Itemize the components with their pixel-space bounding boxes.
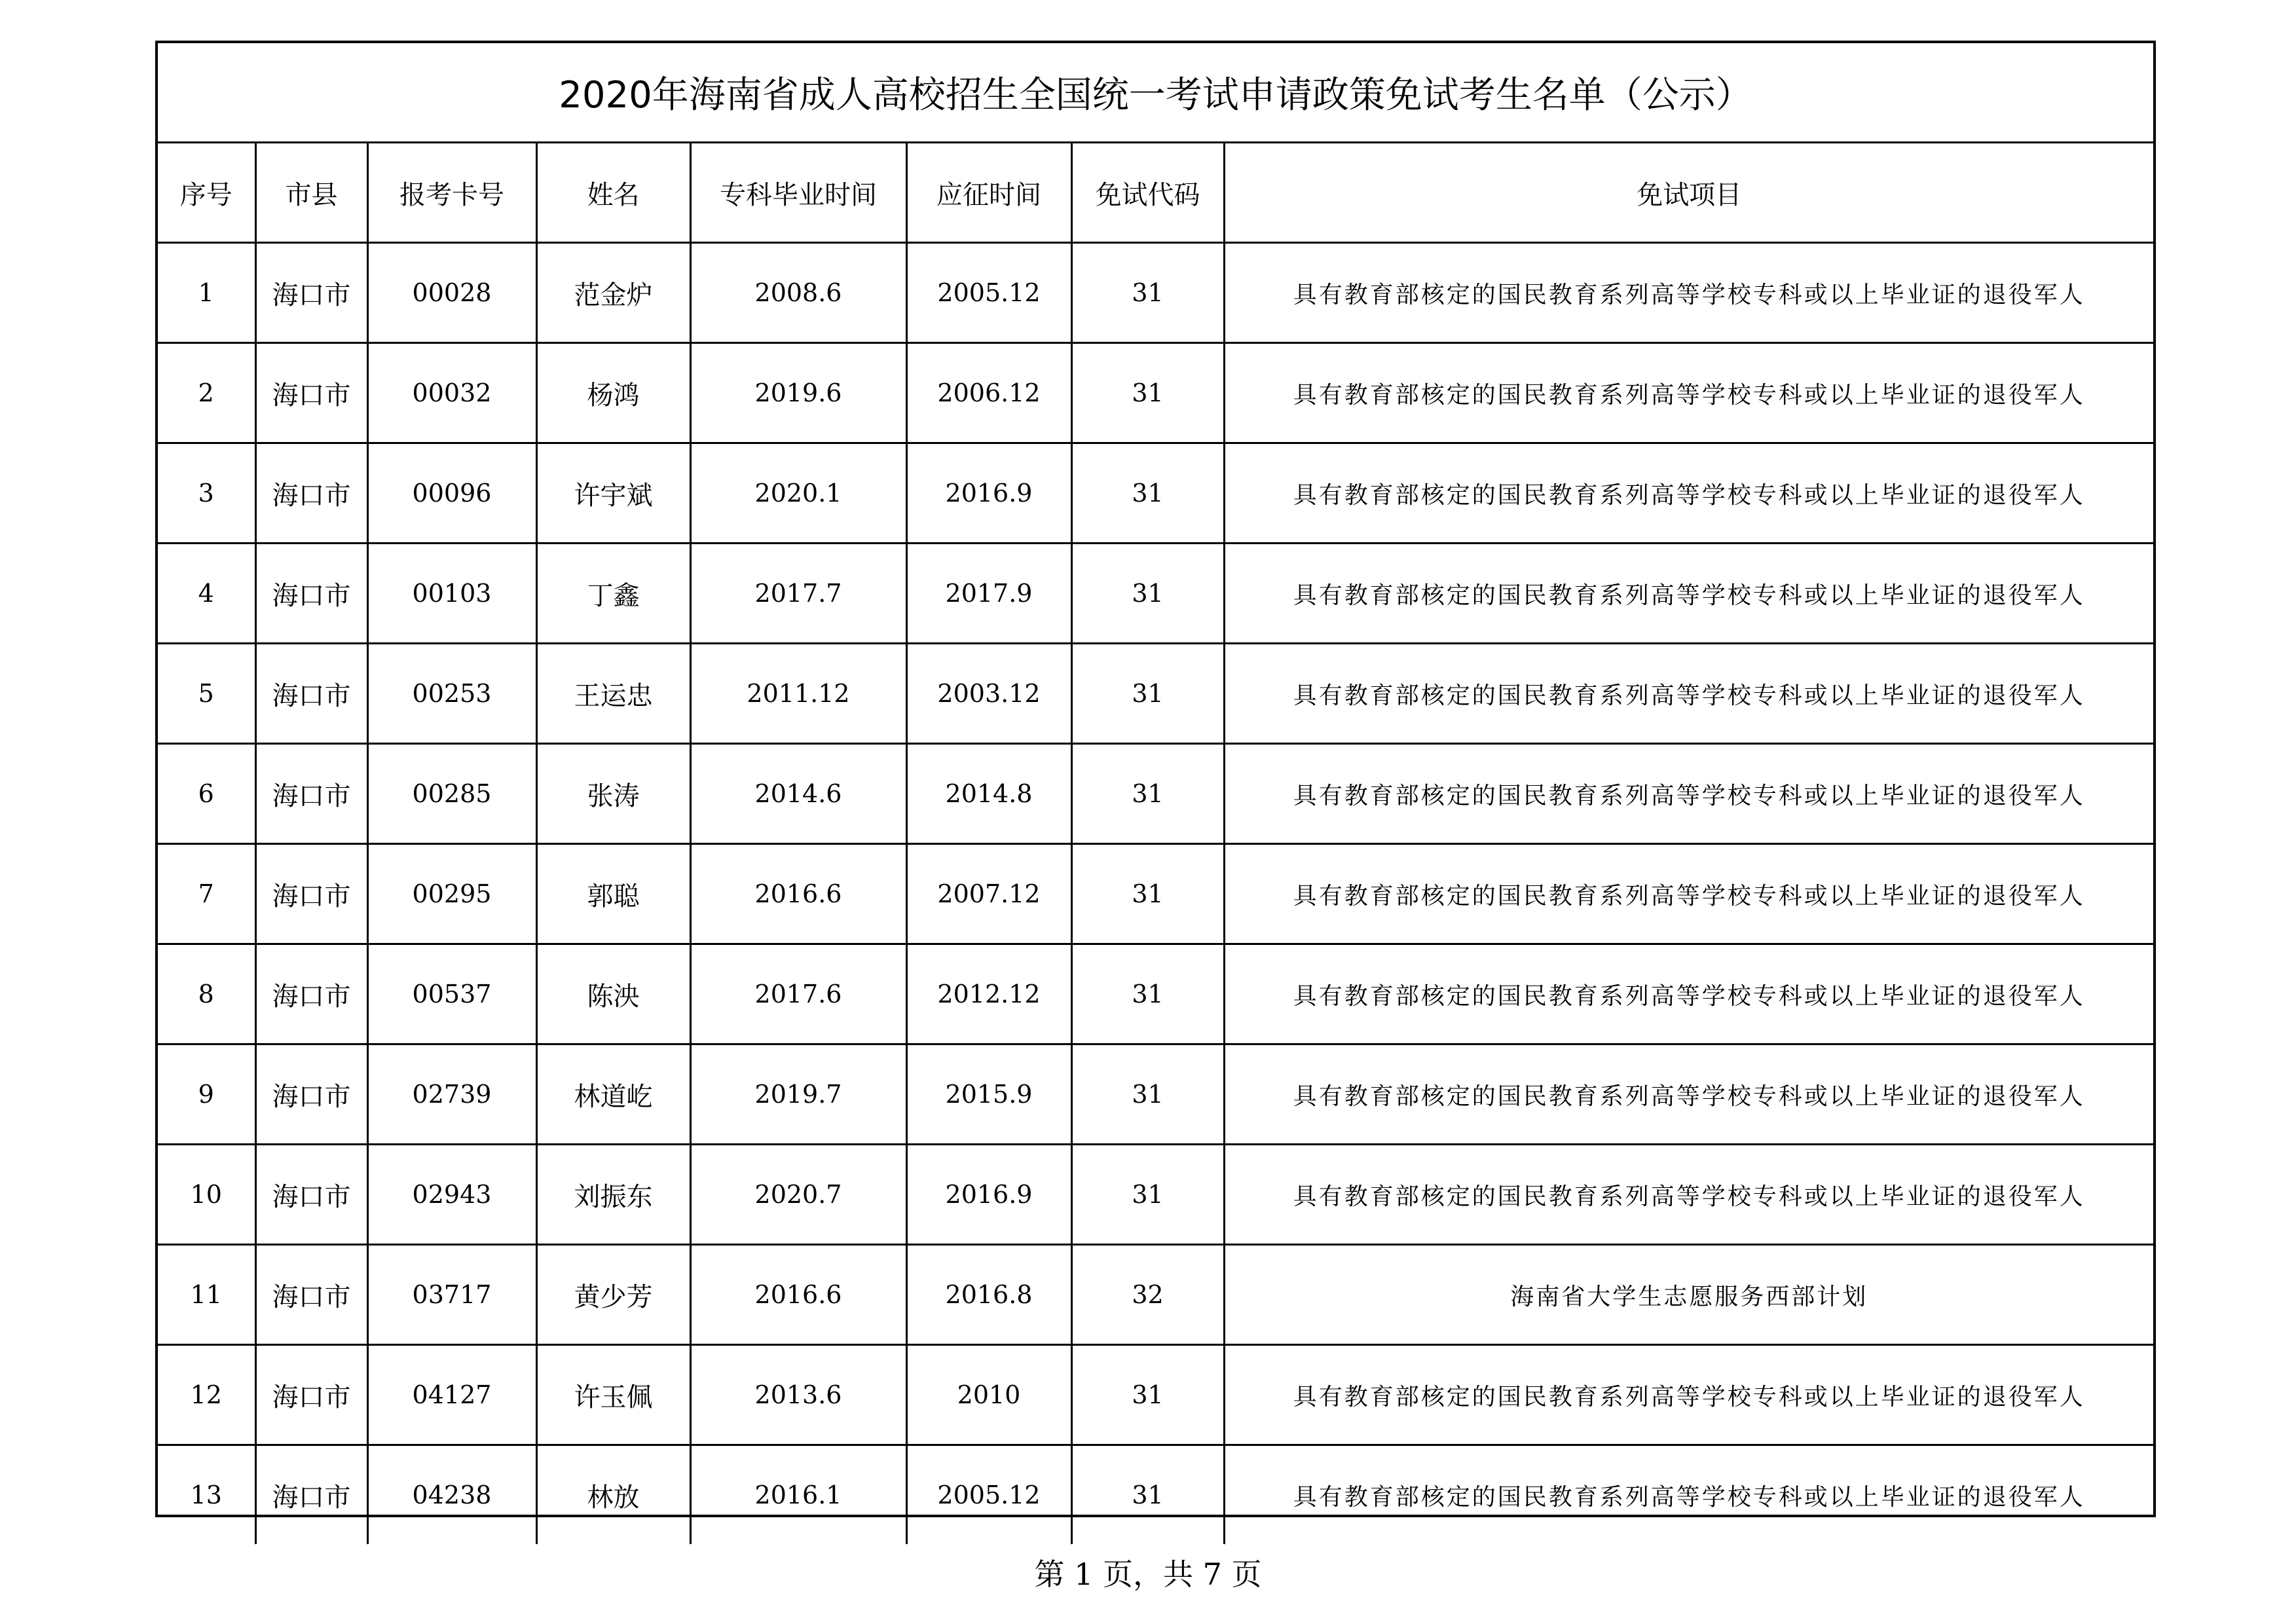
cell-enlist: 2016.8 bbox=[906, 1245, 1071, 1345]
cell-name: 许宇斌 bbox=[536, 443, 690, 544]
cell-city: 海口市 bbox=[255, 1145, 367, 1245]
cell-enlist: 2016.9 bbox=[906, 1145, 1071, 1245]
cell-enlist: 2010 bbox=[906, 1345, 1071, 1445]
cell-name: 林道屹 bbox=[536, 1044, 690, 1145]
cell-card: 00285 bbox=[367, 744, 536, 844]
page-number: 第 1 页，共 7 页 bbox=[1034, 1557, 1262, 1592]
cell-seq: 13 bbox=[158, 1445, 255, 1545]
header-row bbox=[158, 143, 2153, 243]
header-name: 姓名 bbox=[536, 143, 690, 243]
cell-seq: 8 bbox=[158, 944, 255, 1044]
table-row bbox=[158, 1245, 2153, 1345]
cell-code: 31 bbox=[1071, 1345, 1224, 1445]
cell-city: 海口市 bbox=[255, 944, 367, 1044]
cell-grad: 2016.6 bbox=[690, 1245, 906, 1345]
cell-item: 具有教育部核定的国民教育系列高等学校专科或以上毕业证的退役军人 bbox=[1224, 944, 2153, 1044]
cell-card: 00295 bbox=[367, 844, 536, 944]
cell-grad: 2016.6 bbox=[690, 844, 906, 944]
cell-item: 具有教育部核定的国民教育系列高等学校专科或以上毕业证的退役军人 bbox=[1224, 1044, 2153, 1145]
cell-card: 00096 bbox=[367, 443, 536, 544]
cell-seq: 12 bbox=[158, 1345, 255, 1445]
cell-city: 海口市 bbox=[255, 243, 367, 343]
cell-name: 杨鸿 bbox=[536, 343, 690, 443]
cell-item: 具有教育部核定的国民教育系列高等学校专科或以上毕业证的退役军人 bbox=[1224, 744, 2153, 844]
cell-city: 海口市 bbox=[255, 1245, 367, 1345]
cell-item: 具有教育部核定的国民教育系列高等学校专科或以上毕业证的退役军人 bbox=[1224, 844, 2153, 944]
cell-grad: 2019.6 bbox=[690, 343, 906, 443]
cell-name: 陈泱 bbox=[536, 944, 690, 1044]
cell-city: 海口市 bbox=[255, 1445, 367, 1545]
table-row bbox=[158, 544, 2153, 644]
header-card: 报考卡号 bbox=[367, 143, 536, 243]
cell-code: 31 bbox=[1071, 744, 1224, 844]
cell-code: 31 bbox=[1071, 443, 1224, 544]
cell-enlist: 2007.12 bbox=[906, 844, 1071, 944]
cell-item: 具有教育部核定的国民教育系列高等学校专科或以上毕业证的退役军人 bbox=[1224, 443, 2153, 544]
cell-code: 31 bbox=[1071, 1445, 1224, 1545]
cell-item: 具有教育部核定的国民教育系列高等学校专科或以上毕业证的退役军人 bbox=[1224, 343, 2153, 443]
cell-name: 许玉佩 bbox=[536, 1345, 690, 1445]
cell-grad: 2011.12 bbox=[690, 644, 906, 744]
cell-name: 黄少芳 bbox=[536, 1245, 690, 1345]
cell-code: 31 bbox=[1071, 343, 1224, 443]
cell-code: 31 bbox=[1071, 1044, 1224, 1145]
cell-grad: 2020.7 bbox=[690, 1145, 906, 1245]
header-item: 免试项目 bbox=[1224, 143, 2153, 243]
cell-name: 范金炉 bbox=[536, 243, 690, 343]
cell-name: 王运忠 bbox=[536, 644, 690, 744]
cell-city: 海口市 bbox=[255, 443, 367, 544]
cell-name: 丁鑫 bbox=[536, 544, 690, 644]
cell-grad: 2017.7 bbox=[690, 544, 906, 644]
table-row bbox=[158, 844, 2153, 944]
header-code: 免试代码 bbox=[1071, 143, 1224, 243]
cell-grad: 2016.1 bbox=[690, 1445, 906, 1545]
cell-item: 具有教育部核定的国民教育系列高等学校专科或以上毕业证的退役军人 bbox=[1224, 644, 2153, 744]
header-enlist: 应征时间 bbox=[906, 143, 1071, 243]
cell-enlist: 2003.12 bbox=[906, 644, 1071, 744]
cell-item: 海南省大学生志愿服务西部计划 bbox=[1224, 1245, 2153, 1345]
cell-code: 31 bbox=[1071, 1145, 1224, 1245]
cell-seq: 2 bbox=[158, 343, 255, 443]
cell-city: 海口市 bbox=[255, 644, 367, 744]
cell-enlist: 2017.9 bbox=[906, 544, 1071, 644]
roster-table bbox=[158, 43, 2153, 1544]
cell-item: 具有教育部核定的国民教育系列高等学校专科或以上毕业证的退役军人 bbox=[1224, 243, 2153, 343]
table-row bbox=[158, 1445, 2153, 1545]
cell-enlist: 2005.12 bbox=[906, 1445, 1071, 1545]
table-row bbox=[158, 1345, 2153, 1445]
cell-item: 具有教育部核定的国民教育系列高等学校专科或以上毕业证的退役军人 bbox=[1224, 544, 2153, 644]
cell-seq: 9 bbox=[158, 1044, 255, 1145]
cell-code: 32 bbox=[1071, 1245, 1224, 1345]
cell-card: 00028 bbox=[367, 243, 536, 343]
cell-enlist: 2005.12 bbox=[906, 243, 1071, 343]
roster-sheet bbox=[155, 41, 2156, 1517]
cell-enlist: 2006.12 bbox=[906, 343, 1071, 443]
cell-enlist: 2015.9 bbox=[906, 1044, 1071, 1145]
cell-seq: 5 bbox=[158, 644, 255, 744]
cell-city: 海口市 bbox=[255, 744, 367, 844]
cell-seq: 7 bbox=[158, 844, 255, 944]
cell-seq: 3 bbox=[158, 443, 255, 544]
cell-grad: 2017.6 bbox=[690, 944, 906, 1044]
cell-card: 02739 bbox=[367, 1044, 536, 1145]
cell-code: 31 bbox=[1071, 544, 1224, 644]
cell-code: 31 bbox=[1071, 944, 1224, 1044]
cell-grad: 2019.7 bbox=[690, 1044, 906, 1145]
cell-enlist: 2016.9 bbox=[906, 443, 1071, 544]
cell-grad: 2013.6 bbox=[690, 1345, 906, 1445]
cell-enlist: 2012.12 bbox=[906, 944, 1071, 1044]
cell-card: 04238 bbox=[367, 1445, 536, 1545]
cell-code: 31 bbox=[1071, 844, 1224, 944]
cell-code: 31 bbox=[1071, 243, 1224, 343]
cell-city: 海口市 bbox=[255, 544, 367, 644]
cell-seq: 1 bbox=[158, 243, 255, 343]
cell-city: 海口市 bbox=[255, 1345, 367, 1445]
cell-name: 张涛 bbox=[536, 744, 690, 844]
table-row bbox=[158, 1145, 2153, 1245]
cell-grad: 2020.1 bbox=[690, 443, 906, 544]
cell-name: 刘振东 bbox=[536, 1145, 690, 1245]
cell-city: 海口市 bbox=[255, 343, 367, 443]
table-row bbox=[158, 243, 2153, 343]
cell-city: 海口市 bbox=[255, 1044, 367, 1145]
cell-card: 00103 bbox=[367, 544, 536, 644]
cell-item: 具有教育部核定的国民教育系列高等学校专科或以上毕业证的退役军人 bbox=[1224, 1345, 2153, 1445]
cell-grad: 2014.6 bbox=[690, 744, 906, 844]
cell-grad: 2008.6 bbox=[690, 243, 906, 343]
cell-seq: 6 bbox=[158, 744, 255, 844]
cell-card: 00032 bbox=[367, 343, 536, 443]
cell-seq: 11 bbox=[158, 1245, 255, 1345]
header-grad: 专科毕业时间 bbox=[690, 143, 906, 243]
table-row bbox=[158, 1044, 2153, 1145]
title-row bbox=[158, 43, 2153, 143]
table-row bbox=[158, 343, 2153, 443]
cell-city: 海口市 bbox=[255, 844, 367, 944]
cell-card: 02943 bbox=[367, 1145, 536, 1245]
page-title: 2020年海南省成人高校招生全国统一考试申请政策免试考生名单（公示） bbox=[158, 43, 2153, 143]
table-row bbox=[158, 443, 2153, 544]
header-city: 市县 bbox=[255, 143, 367, 243]
cell-seq: 10 bbox=[158, 1145, 255, 1245]
page-footer bbox=[0, 1551, 2296, 1594]
cell-seq: 4 bbox=[158, 544, 255, 644]
cell-item: 具有教育部核定的国民教育系列高等学校专科或以上毕业证的退役军人 bbox=[1224, 1445, 2153, 1545]
cell-card: 03717 bbox=[367, 1245, 536, 1345]
cell-card: 00537 bbox=[367, 944, 536, 1044]
cell-name: 郭聪 bbox=[536, 844, 690, 944]
table-row bbox=[158, 944, 2153, 1044]
cell-code: 31 bbox=[1071, 644, 1224, 744]
table-row bbox=[158, 744, 2153, 844]
cell-card: 00253 bbox=[367, 644, 536, 744]
cell-enlist: 2014.8 bbox=[906, 744, 1071, 844]
cell-name: 林放 bbox=[536, 1445, 690, 1545]
table-row bbox=[158, 644, 2153, 744]
cell-item: 具有教育部核定的国民教育系列高等学校专科或以上毕业证的退役军人 bbox=[1224, 1145, 2153, 1245]
header-seq: 序号 bbox=[158, 143, 255, 243]
cell-card: 04127 bbox=[367, 1345, 536, 1445]
